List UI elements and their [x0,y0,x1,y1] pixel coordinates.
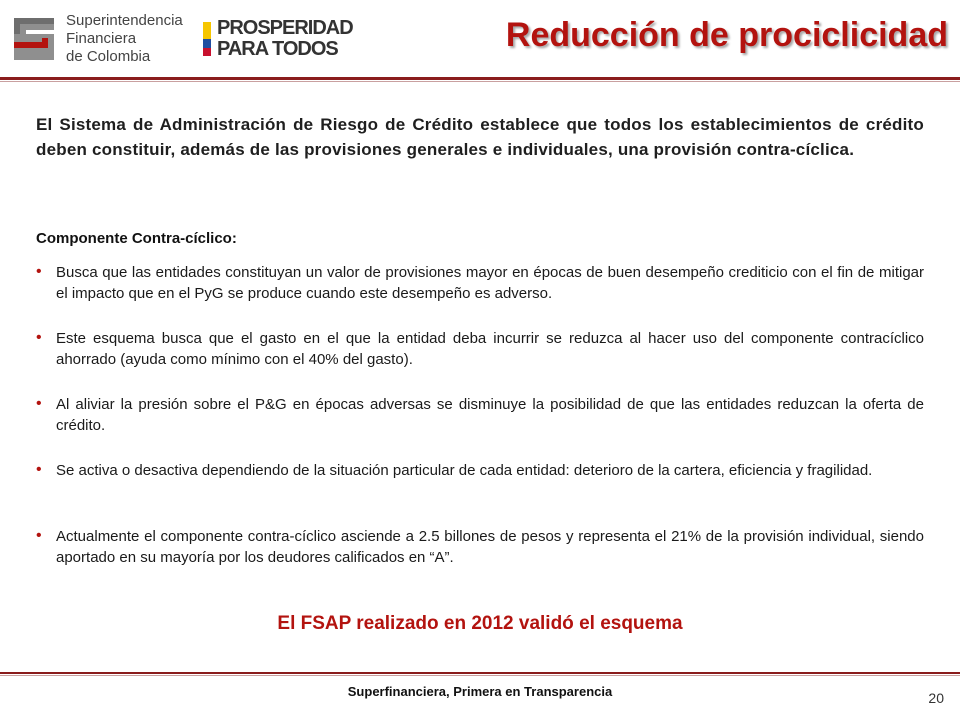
bullet-icon: • [36,329,42,346]
header-divider-shadow [0,81,960,82]
bullet-text: Al aliviar la presión sobre el P&G en épocas adversas se disminuye la posibilidad de que las entidades reduzcan la oferta de crédito. [56,396,924,434]
bullet-text: Se activa o desactiva dependiendo de la situación particular de cada entidad: deterioro de la cartera, eficiencia y fragilidad. [56,462,873,479]
superfinanciera-logo [8,10,188,70]
bullet-item [36,394,924,460]
superfinanciera-wordmark [66,12,183,66]
intro-paragraph: El Sistema de Administración de Riesgo de Crédito establece que todos los establecimientos de crédito deben constituir, además de las provisiones generales e individuales, una provisión contra-cíclica. [36,115,924,159]
conclusion-statement: El FSAP realizado en 2012 validó el esquema [277,613,683,634]
slide-header [0,0,960,80]
campaign-wordmark [217,18,353,60]
bullet-icon: • [36,395,42,412]
prosperidad-para-todos-logo [203,16,353,60]
bullet-icon: • [36,461,42,478]
footer-divider-shadow [0,675,960,676]
bullet-item [36,526,924,592]
bullet-item [36,262,924,328]
bullet-text: Actualmente el componente contra-cíclico asciende a 2.5 billones de pesos y representa el 21% de la provisión individual, siendo aportado en su mayoría por los deudores calificados en “A”. [56,528,924,566]
bullet-icon: • [36,263,42,280]
superfinanciera-emblem-icon [8,12,60,66]
footer-tagline: Superfinanciera, Primera en Transparencia [347,684,613,699]
colombia-flag-icon [203,22,211,56]
header-divider [0,77,960,80]
campaign-logo-line: PARA TODOS [217,38,338,60]
org-logo-line: Financiera [66,30,137,47]
page-number: 20 [928,690,944,706]
bullet-text: Busca que las entidades constituyan un valor de provisiones mayor en épocas de buen desempeño crediticio con el fin de mitigar el impacto que en el PyG se produce cuando este desempeño es adverso. [56,264,924,302]
bullet-item [36,328,924,394]
bullet-item [36,460,924,526]
org-logo-line: Superintendencia [66,12,183,29]
bullet-icon: • [36,527,42,544]
campaign-logo-line: PROSPERIDAD [217,17,353,39]
bullet-list [36,262,924,592]
footer-divider [0,672,960,674]
component-heading: Componente Contra-cíclico: [36,230,237,247]
org-logo-line: de Colombia [66,48,151,65]
bullet-text: Este esquema busca que el gasto en el que la entidad deba incurrir se reduzca al hacer uso del componente contracíclico ahorrado (ayuda como mínimo con el 40% del gasto). [56,330,924,368]
slide-title: Reducción de prociclicidad [505,16,948,54]
